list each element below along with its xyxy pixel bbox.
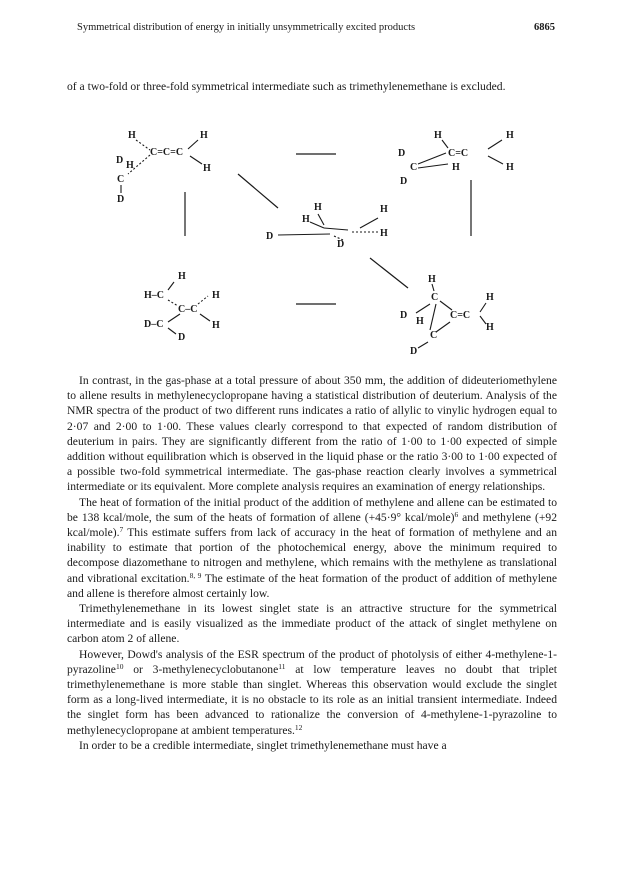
atom-label: H	[428, 274, 436, 285]
paragraph-text: Trimethylenemethane in its lowest singlet state is an attractive structure for the symmetrical intermediate and is easily visualized as the immediate product of the attack of singlet methylene on carbon atom 2 of allene.	[67, 602, 557, 646]
paragraph	[67, 738, 557, 753]
bond-label: D–C	[144, 319, 164, 330]
running-header	[77, 22, 555, 33]
paragraph	[67, 495, 557, 601]
atom-label: H	[178, 271, 186, 282]
paragraph-text: or 3-methylenecyclobutanone	[123, 662, 279, 676]
atom-label: H	[126, 160, 134, 171]
running-title: Symmetrical distribution of energy in initially unsymmetrically excited products	[77, 22, 416, 33]
atom-label: D	[117, 194, 125, 205]
atom-label: H	[506, 162, 514, 173]
atom-label: H	[452, 162, 460, 173]
atom-label: H	[200, 130, 208, 141]
reaction-arrow	[238, 174, 278, 208]
atom-label: H	[128, 130, 136, 141]
structure-bottom-left	[144, 271, 220, 343]
structure-trimethylenemethane	[266, 202, 388, 250]
paragraph-text: The estimate of the heat formation of the product of addition of methylene and allene is therefore almost certainly low.	[67, 571, 558, 600]
bond-label: C=C=C	[150, 147, 184, 158]
atom-label: H	[380, 228, 388, 239]
atom-label: D	[266, 231, 274, 242]
intro-paragraph	[67, 79, 557, 94]
page-number: 6865	[534, 22, 555, 33]
paragraph-text: In contrast, in the gas-phase at a total pressure of about 350 mm, the addition of dideuteriomethylene to allene results in methylenecyclopropane having a statistical distribution of deuterium. Analysis of the NMR spectra of the product of two different runs indicates a ratio of allylic to vinylic hydrogen equal to 2·07 and 2·00 to 1·00. These values clearly correspond to that expected of random distribution of deuterium in pairs. They are significantly different from the ratio of 1·00 to 1·00 expected of simple addition without equilibration which is observed in the liquid phase or the ratio 3·00 to 1·00 expected of a possible two-fold symmetrical intermediate. The gas-phase reaction clearly involves a symmetrical intermediate or its equivalent. More complete analysis requires an examination of energy relationships.	[67, 374, 557, 494]
reference-superscript: 7	[119, 525, 124, 535]
reference-superscript: 12	[294, 722, 303, 732]
atom-label: D	[178, 332, 186, 343]
paragraph-text: at low temperature leaves no doubt that triplet trimethylenemethane is more stable than singlet. Whereas this observation would exclude the singlet form as a long-lived intermediate, it is no obstacle to its role as an initial transient intermediate. Indeed the singlet form has been advanced to rationalize the conversion of 4-methylene-1-pyrazoline to methylenecyclopropane at ambient temperatures.	[67, 662, 557, 737]
atom-label: H	[314, 202, 322, 213]
reference-superscript: 11	[278, 661, 286, 671]
paragraph	[67, 373, 557, 495]
atom-label: H	[212, 320, 220, 331]
atom-label: H	[302, 214, 310, 225]
reference-superscript: 10	[115, 661, 124, 671]
bond-label: C=C	[450, 310, 471, 321]
paragraph-text: However, Dowd's analysis of the ESR spectrum of the product of photolysis of either 4-methylene-1-pyrazoline	[67, 647, 557, 676]
atom-label: C	[410, 162, 418, 173]
atom-label: D	[398, 148, 406, 159]
atom-label: D	[400, 176, 408, 187]
intro-text: of a two-fold or three-fold symmetrical intermediate such as trimethylenemethane is excluded.	[67, 80, 506, 93]
paragraph-text: and methylene (+92 kcal/mole).	[67, 510, 557, 540]
reaction-arrow	[370, 258, 408, 288]
atom-label: C	[431, 292, 439, 303]
structure-methylenecyclopropane-bottom	[400, 274, 494, 357]
atom-label: H	[416, 316, 424, 327]
paragraph-text: This estimate suffers from lack of accuracy in the heat of formation of methylene and an inability to estimate that portion of the photochemical energy, above the minimum required to decompose diazomethane to nitrogen and methylene, which remains with the methylene as translational and vibrational excitation.	[67, 526, 557, 585]
atom-label: H	[380, 204, 388, 215]
bond-label: H–C	[144, 290, 164, 301]
atom-label: H	[434, 130, 442, 141]
atom-label: C	[430, 330, 438, 341]
atom-label: D	[400, 310, 408, 321]
paragraph	[67, 601, 557, 647]
paragraph-text: In order to be a credible intermediate, singlet trimethylenemethane must have a	[79, 738, 447, 752]
atom-label: D	[337, 239, 345, 250]
atom-label: D	[116, 155, 124, 166]
atom-label: H	[203, 163, 211, 174]
structure-methylenecyclopropane-top	[398, 130, 514, 187]
atom-label: D	[410, 346, 418, 357]
bond-label: C=C	[448, 148, 469, 159]
paragraph	[67, 647, 557, 738]
paragraph-text: The heat of formation of the initial product of the addition of methylene and allene can be estimated to be 138 kcal/mole, the sum of the heats of formation of allene (+45·9° kcal/mole)	[67, 495, 557, 524]
structure-allene-cd2	[116, 130, 211, 205]
reference-superscript: 6	[454, 509, 459, 519]
bond-label: C–C	[178, 304, 198, 315]
reference-superscript: 8, 9	[189, 570, 202, 580]
atom-label: H	[486, 292, 494, 303]
atom-label: H	[506, 130, 514, 141]
atom-label: C	[117, 174, 125, 185]
body-text	[67, 373, 557, 753]
reaction-scheme	[0, 118, 624, 368]
atom-label: H	[212, 290, 220, 301]
atom-label: H	[486, 322, 494, 333]
